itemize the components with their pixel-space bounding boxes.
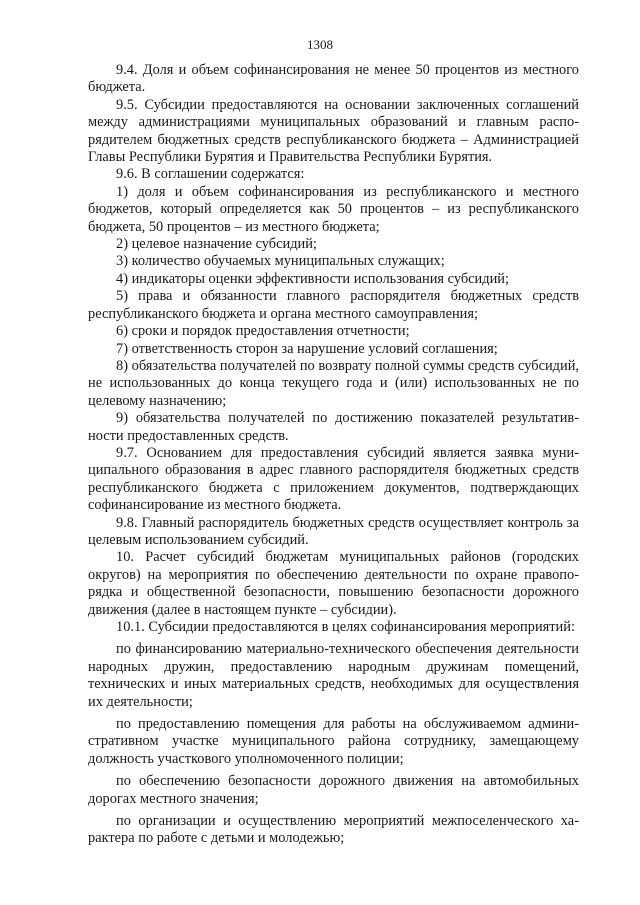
paragraph: по предоставлению помещения для работы на обслуживаемом административном участке муниципального района сотруднику, замещающему должность участкового уполномоченного полиции;	[88, 716, 579, 767]
paragraph: 9.4. Доля и объем софинансирования не менее 50 процентов из местного бюджета.	[88, 62, 579, 96]
paragraph: 9.8. Главный распорядитель бюджетных средств осуществляет контроль за целевым использованием субсидий.	[88, 514, 579, 548]
paragraph: 9.6. В соглашении содержатся:	[116, 166, 305, 183]
paragraph: 10.1. Субсидии предоставляются в целях софинансирования мероприятий:	[116, 619, 575, 635]
paragraph: 3) количество обучаемых муниципальных служащих;	[116, 253, 445, 270]
page-number: 1308	[307, 37, 333, 52]
paragraph: 10. Расчет субсидий бюджетам муниципальных районов (городских округов) на мероприятия по обеспечению деятельности по охране правопорядка и общественной безопасности, повышению безопасности дорожного движения (далее в настоящем пункте – субсидии).	[88, 549, 579, 618]
paragraph: 5) права и обязанности главного распорядителя бюджетных средств республиканского бюджета и органа местного самоуправления;	[88, 288, 579, 322]
paragraph: 8) обязательства получателей по возврату полной суммы средств субсидий, не использованных до конца текущего года и (или) использованных не по целевому назначению;	[88, 357, 579, 409]
paragraph: по обеспечению безопасности дорожного движения на автомобильных дорогах местного значения;	[88, 773, 579, 807]
paragraph: 2) целевое назначение субсидий;	[116, 236, 317, 253]
paragraph: 7) ответственность сторон за нарушение условий соглашения;	[116, 340, 498, 357]
paragraph: 1) доля и объем софинансирования из республиканского и местного бюджетов, который определяется как 50 процентов – из республиканского бюджета, 50 процентов – из местного бюджета;	[88, 183, 579, 235]
paragraph: 9) обязательства получателей по достижению показателей результативности предоставленных средств.	[88, 410, 579, 444]
paragraph: по организации и осуществлению мероприятий межпоселенческого характера по работе с детьми и молодежью;	[88, 813, 579, 847]
paragraph: 4) индикаторы оценки эффективности использования субсидий;	[116, 270, 509, 287]
paragraph: 9.5. Субсидии предоставляются на основании заключенных соглашений между администрациями муниципальных образований и главным распорядителем бюджетных средств республиканского бюджета – Администрацией Главы Республики Бурятия и Правительства Республики Бурятия.	[88, 96, 579, 166]
paragraph: 9.7. Основанием для предоставления субсидий является заявка муниципального образования в адрес главного распорядителя бюджетных средств республиканского бюджета с приложением документов, подтверждающих софинансирование из местного бюджета.	[88, 444, 579, 514]
paragraph: по финансированию материально-технического обеспечения деятельности народных дружин, предоставлению народным дружинам помещений, технических и иных материальных средств, необходимых для осуществления их деятельности;	[88, 641, 579, 710]
paragraph: 6) сроки и порядок предоставления отчетности;	[116, 323, 410, 340]
document-body	[88, 62, 579, 848]
